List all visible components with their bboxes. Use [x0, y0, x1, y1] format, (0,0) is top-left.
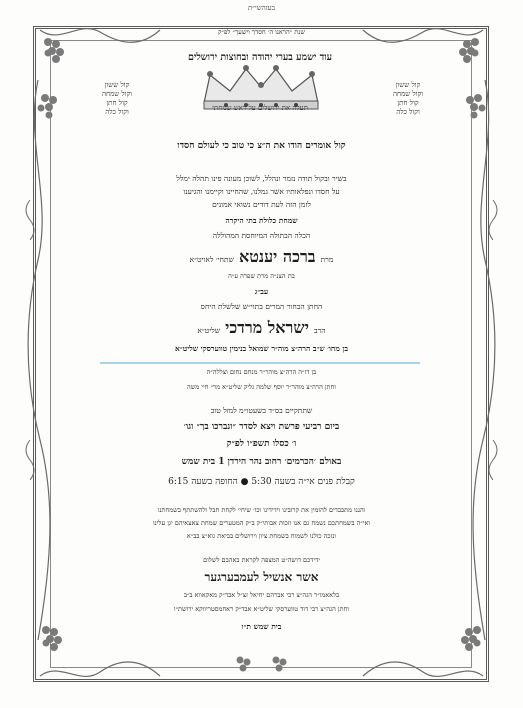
opening-line: קול אומרים הודו את ה״צ כי טוב כי לעולם חסדו — [177, 141, 346, 151]
host-name: אשר אנשיל לעמבערגער — [204, 570, 319, 584]
invite-line: ואי״ה בשמחתכם נשמח גם אנו וזכות אבותי״ק ב״ק המטערים שמחת צאצאיהם יגן עלינו — [152, 519, 371, 527]
times-line — [60, 476, 463, 487]
bride-name: ברכה יענטא — [238, 247, 316, 266]
event-day: ביום רביעי פרשת ויצא לסדר ״ונברכו בך״ וגו׳ — [183, 422, 340, 432]
side-line: קול ששון — [395, 81, 421, 89]
city-line: בית שמש ת״ו — [241, 622, 282, 631]
host-line: וחתן הגה״צ רבי דוד טווערסקי שליט״א אבד״ק ראחמסטריווקא ירושת״ו — [173, 605, 350, 613]
grapes-icon — [44, 38, 64, 63]
gratitude-line: לזמן הזה לעת דודים נשואי אמונים — [212, 200, 311, 209]
top-label: בעזהשי״ת — [247, 4, 276, 12]
groom-name-line — [60, 318, 463, 338]
bride-name-line — [60, 247, 463, 267]
year-line: שנת ״הראנו ה׳ חסדך וישעך״ לפ״ק — [218, 28, 305, 36]
invite-line: והננו מתכבדים להזמין את קרובינו וידידינו וכו׳ שיחי׳ לקחת חבל ולהשתתף בשמחתנו — [157, 506, 366, 514]
event-intro: שתתקיים בס״ד בשעטו״מ למזל טוב — [210, 406, 313, 415]
grandfather-line: בן דז״ה הרה״צ מוהר״ר מנחם נחום וצללה״ה — [206, 368, 317, 376]
bride-desc: הכלה הבתולה המיוחסת המהוללה — [212, 231, 311, 240]
side-line: וקול שמחה — [101, 90, 133, 98]
side-line: וקול כלה — [105, 108, 129, 116]
groom-father: בן מחו׳ ש״ב הרה״צ מוה״ר שמואל בנימין טווערסקי שליט״א — [175, 344, 348, 353]
arc-verse: עוד ישמע בערי יהודה ובחוצות ירושלים — [187, 52, 333, 63]
groom-suffix: שליט״א — [197, 326, 221, 335]
signoff-intro: ידידכם דושה״ט המצפה לקראת באהבם לשלום — [203, 556, 320, 564]
groom-desc: החתן הבחור המרים בתוי״ש שלשלת היחס — [200, 302, 323, 311]
invite-line: ונזכה כולנו לשמוח בשמחת ציון וירושלים בביאת גוא״צ בב״א — [186, 532, 337, 540]
side-line: קול חתן — [397, 99, 419, 107]
bride-mother: בת הצנ״ה מרת שפרה ע״ה — [228, 272, 295, 280]
event-date: ו׳ כסלו תשפ״ו לפ״ק — [226, 439, 297, 449]
decorative-rule — [100, 362, 420, 364]
host-line: בלאאמו״ר הגה״צ רבי אברהם יחיאל זצ״ל אבד״ק מאקאווא ב״ב — [183, 591, 340, 599]
intro-bride: שמחת כלולת בתי היקרה — [225, 216, 298, 225]
gratitude-line: בשיר ובקול תודה נזמר ונהלל, לשוכן מעונה פינו תהלה ימלל — [176, 174, 347, 183]
bride-suffix: שתחי׳ לאויט״א — [189, 255, 234, 264]
ayin-beit-gimel: עב״ג — [254, 287, 269, 296]
bride-prefix: מרת — [320, 255, 334, 264]
groom-name: ישראל מרדכי — [225, 318, 309, 337]
reception-time: קבלת פנים אי״ה בשעה 5:30 — [251, 477, 355, 487]
groom-prefix: הרב — [314, 326, 326, 335]
grandfather-line: וחתן הרה״צ מוהר״ר יוסף שלמה גליק שליט״א מר״ חיי משה — [186, 383, 337, 391]
side-line: קול חתן — [106, 99, 128, 107]
event-venue: באולם ׳הכרמים׳ רחוב נהר הירדן 1 בית שמש — [181, 457, 342, 467]
side-line: וקול שמחה — [392, 90, 424, 98]
separator-dot-icon: ● — [237, 477, 249, 487]
gratitude-line: על חסדו ונפלאותיו אשר גמלנו, שהחיינו וקיימנו והגיענו — [183, 187, 340, 196]
right-side-text — [379, 80, 437, 117]
crown-banner: תעלה את ירושלים על ראש שמחתי — [212, 104, 308, 112]
chuppah-time: החופה בשעה 6:15 — [168, 477, 238, 487]
side-line: קול ששון — [104, 81, 130, 89]
side-line: וקול כלה — [396, 108, 420, 116]
left-side-text — [88, 80, 146, 117]
